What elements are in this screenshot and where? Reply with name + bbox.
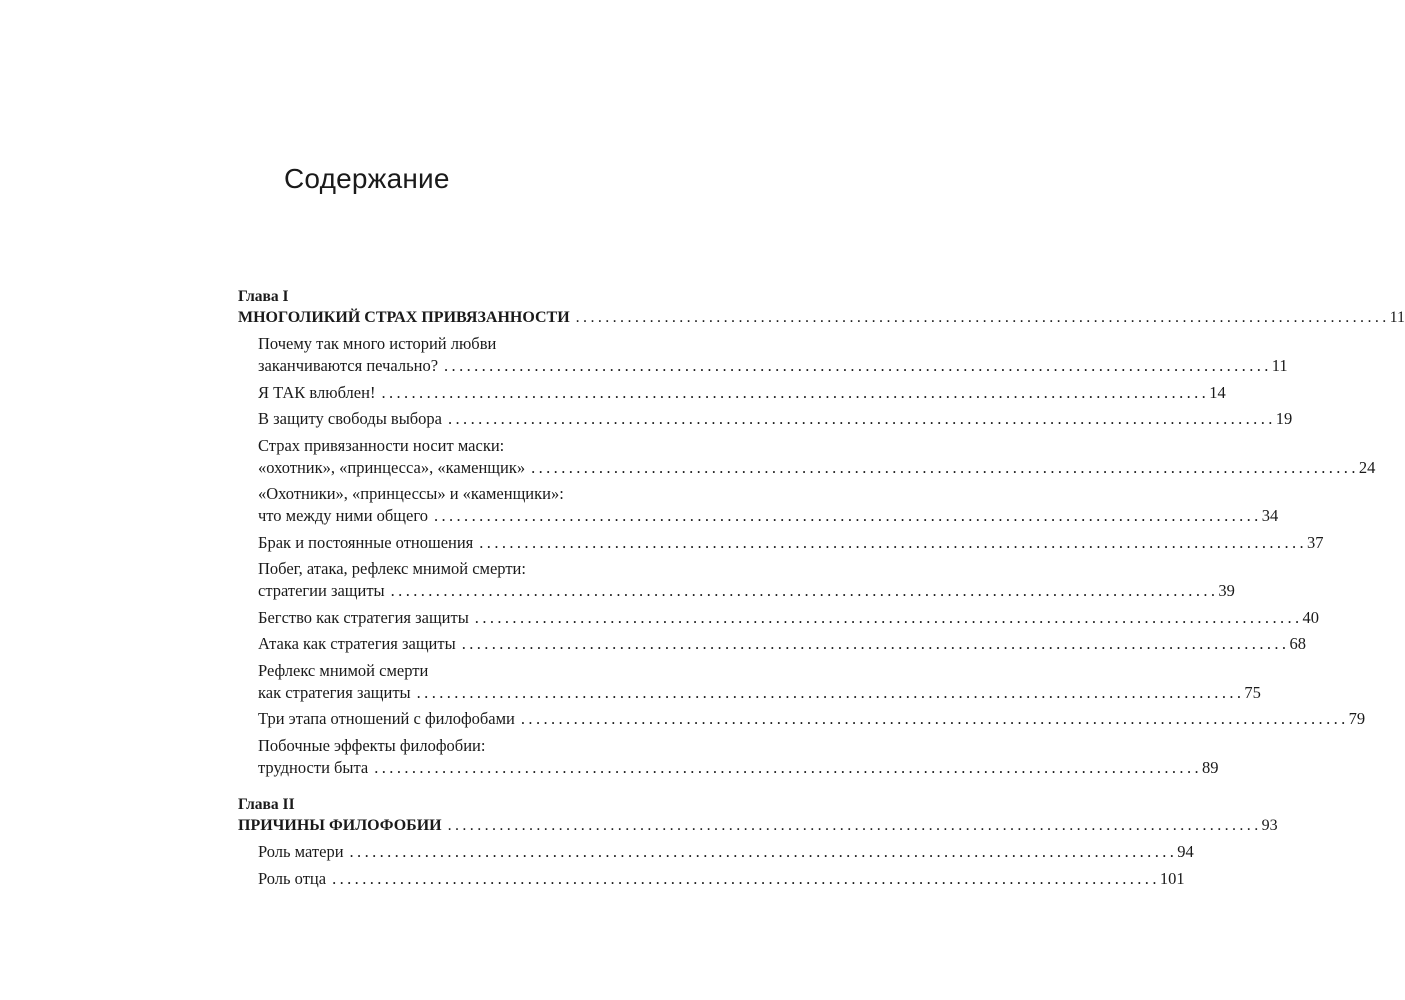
toc-entry-line: [258, 559, 716, 579]
leader-dots: ..............................................................................................................: [444, 356, 1272, 375]
toc-entry-text: Роль матери: [258, 842, 344, 861]
leader-dots: ..............................................................................................................: [390, 581, 1219, 600]
leader-dots: ..............................................................................................................: [461, 634, 1290, 653]
toc-entry-line: [258, 736, 716, 756]
toc-entry-text: что между ними общего: [258, 506, 428, 525]
toc-entry-line: [258, 436, 716, 456]
toc-entry: [258, 842, 1194, 862]
toc-entry-text: «охотник», «принцесса», «каменщик»: [258, 457, 526, 477]
toc-entry: [258, 634, 1306, 654]
toc-entry-text: Роль отца: [258, 868, 327, 888]
page-title: Содержание: [284, 163, 450, 194]
page-number: 34: [1261, 506, 1279, 525]
toc-entry-text: как стратегия защиты: [258, 682, 411, 702]
toc-entry: [258, 868, 1185, 889]
chapter-title-text: ПРИЧИНЫ ФИЛОФОБИИ: [238, 817, 442, 834]
leader-dots: ..............................................................................................................: [416, 682, 1245, 702]
leader-dots: ..............................................................................................................: [332, 868, 1160, 888]
chapter-label: Глава II: [238, 796, 295, 813]
toc-entry-line-text: Побег, атака, рефлекс мнимой смерти:: [258, 559, 526, 578]
toc-entry: [258, 581, 1235, 601]
page-number: 68: [1289, 634, 1306, 653]
toc-entry-text: Бегство как стратегия защиты: [258, 607, 469, 627]
leader-dots: ..............................................................................................................: [531, 457, 1359, 477]
toc-entry-line-text: «Охотники», «принцессы» и «каменщики»:: [258, 484, 564, 503]
toc-entry: [258, 607, 1320, 628]
page-number: 101: [1159, 868, 1185, 888]
toc-entry: [258, 409, 1293, 429]
chapter-label: Глава I: [238, 288, 289, 305]
chapter-title: [238, 816, 1278, 836]
page-number: 14: [1209, 382, 1226, 402]
toc-entry-text: Три этапа отношений с филофобами: [258, 709, 515, 728]
page-number: 19: [1275, 409, 1293, 428]
leader-dots: ..............................................................................................................: [479, 532, 1308, 552]
toc-entry-line-text: Побочные эффекты филофобии:: [258, 735, 486, 755]
page-number: 39: [1218, 581, 1235, 600]
toc-entry: [258, 532, 1324, 553]
page-number: 11: [1271, 356, 1288, 375]
toc-entry-line: [258, 661, 716, 681]
toc-entry-text: Атака как стратегия защиты: [258, 634, 456, 653]
chapter-title: [238, 308, 1405, 328]
leader-dots: ..............................................................................................................: [433, 506, 1262, 525]
toc-entry-text: стратегии защиты: [258, 581, 385, 600]
toc-entry: [258, 709, 1366, 729]
toc-entry-line-text: Почему так много историй любви: [258, 334, 497, 353]
toc-entry-line: [258, 484, 716, 504]
leader-dots: ..............................................................................................................: [520, 709, 1349, 728]
page-number: 89: [1202, 757, 1219, 777]
page-number: 93: [1261, 817, 1278, 834]
page-number: 94: [1177, 842, 1194, 861]
leader-dots: ..............................................................................................................: [374, 757, 1202, 777]
leader-dots: ..............................................................................................................: [349, 842, 1178, 861]
toc-entry: [258, 457, 1376, 478]
toc-entry-line: [258, 334, 716, 354]
toc-entry-text: заканчиваются печально?: [258, 356, 439, 375]
toc-entry-text: Я ТАК влюблен!: [258, 382, 376, 402]
toc-entry: [258, 382, 1226, 403]
page-number: 37: [1307, 532, 1324, 552]
toc-entry-line-text: Страх привязанности носит маски:: [258, 435, 505, 455]
toc-entry-line-text: Рефлекс мнимой смерти: [258, 660, 429, 680]
toc-entry: [258, 506, 1279, 526]
toc-entry-text: В защиту свободы выбора: [258, 409, 442, 428]
page-number: 40: [1302, 607, 1320, 627]
toc-entry: [258, 757, 1219, 778]
toc-entry: [258, 682, 1261, 703]
leader-dots: ..............................................................................................................: [448, 409, 1276, 428]
leader-dots: ..............................................................................................................: [381, 382, 1210, 402]
chapter-title-text: МНОГОЛИКИЙ СТРАХ ПРИВЯЗАННОСТИ: [238, 309, 570, 326]
page-number: 75: [1244, 682, 1261, 702]
toc-entry: [258, 356, 1288, 376]
leader-dots: ..............................................................................................................: [474, 607, 1303, 627]
page-number: 24: [1358, 457, 1376, 477]
leader-dots: ..............................................................................................................: [575, 309, 1390, 326]
leader-dots: ..............................................................................................................: [447, 817, 1262, 834]
toc-entry-text: трудности быта: [258, 757, 369, 777]
toc-entry-text: Брак и постоянные отношения: [258, 532, 474, 552]
page-number: 11: [1389, 309, 1405, 326]
page-number: 79: [1348, 709, 1366, 728]
